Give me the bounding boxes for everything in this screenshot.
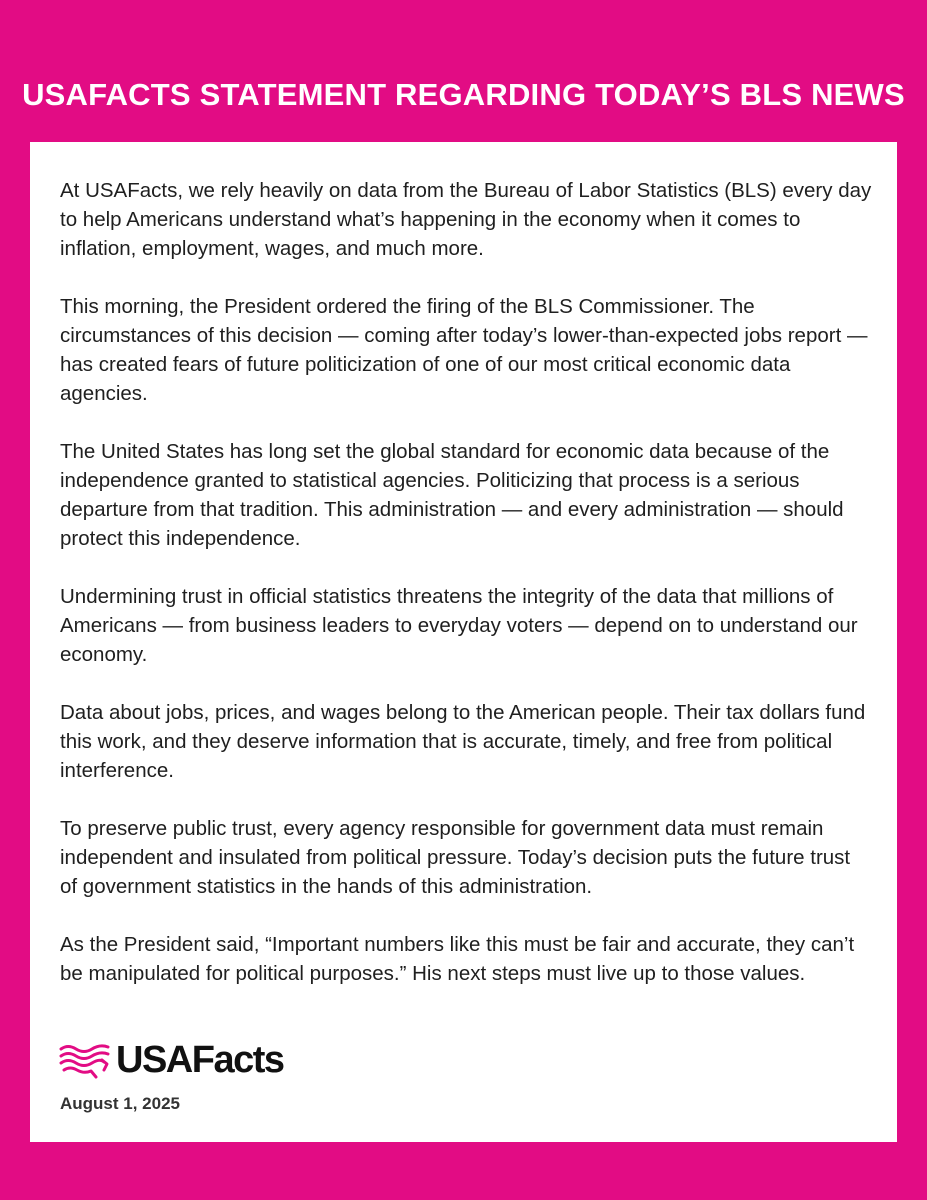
statement-paragraph: The United States has long set the global standard for economic data because of the independence granted to statistical agencies. Politicizing that process is a serious departure from that tradition. This administration — and every administration — should protect this independence. xyxy=(60,440,844,550)
statement-paragraph: To preserve public trust, every agency responsible for government data must remain independent and insulated from political pressure. Today’s decision puts the future trust of government statistics in the hands of this administration. xyxy=(60,817,851,898)
statement-paragraph: This morning, the President ordered the firing of the BLS Commissioner. The circumstances of this decision — coming after today’s lower-than-expected jobs report — has created fears of future politicization of one of our most critical economic data agencies. xyxy=(60,295,868,405)
logo-wordmark: USAFacts xyxy=(116,1039,284,1081)
statement-paragraph: At USAFacts, we rely heavily on data from the Bureau of Labor Statistics (BLS) every day to help Americans understand what’s happening in the economy when it comes to inflation, employment, wages, and much more. xyxy=(60,179,872,260)
usafacts-logo xyxy=(58,1037,284,1083)
statement-paragraph: Data about jobs, prices, and wages belong to the American people. Their tax dollars fund this work, and they deserve information that is accurate, timely, and free from political interference. xyxy=(60,701,866,782)
statement-date: August 1, 2025 xyxy=(60,1094,180,1113)
page-title: USAFACTS STATEMENT REGARDING TODAY’S BLS NEWS xyxy=(22,77,905,112)
statement-card xyxy=(30,142,897,1142)
statement-paragraph: Undermining trust in official statistics threatens the integrity of the data that millions of Americans — from business leaders to everyday voters — depend on to understand our economy. xyxy=(60,585,858,666)
usa-map-flag-icon xyxy=(58,1040,112,1080)
statement-body xyxy=(60,176,872,1017)
statement-paragraph: As the President said, “Important numbers like this must be fair and accurate, they can’t be manipulated for political purposes.” His next steps must live up to those values. xyxy=(60,933,855,985)
